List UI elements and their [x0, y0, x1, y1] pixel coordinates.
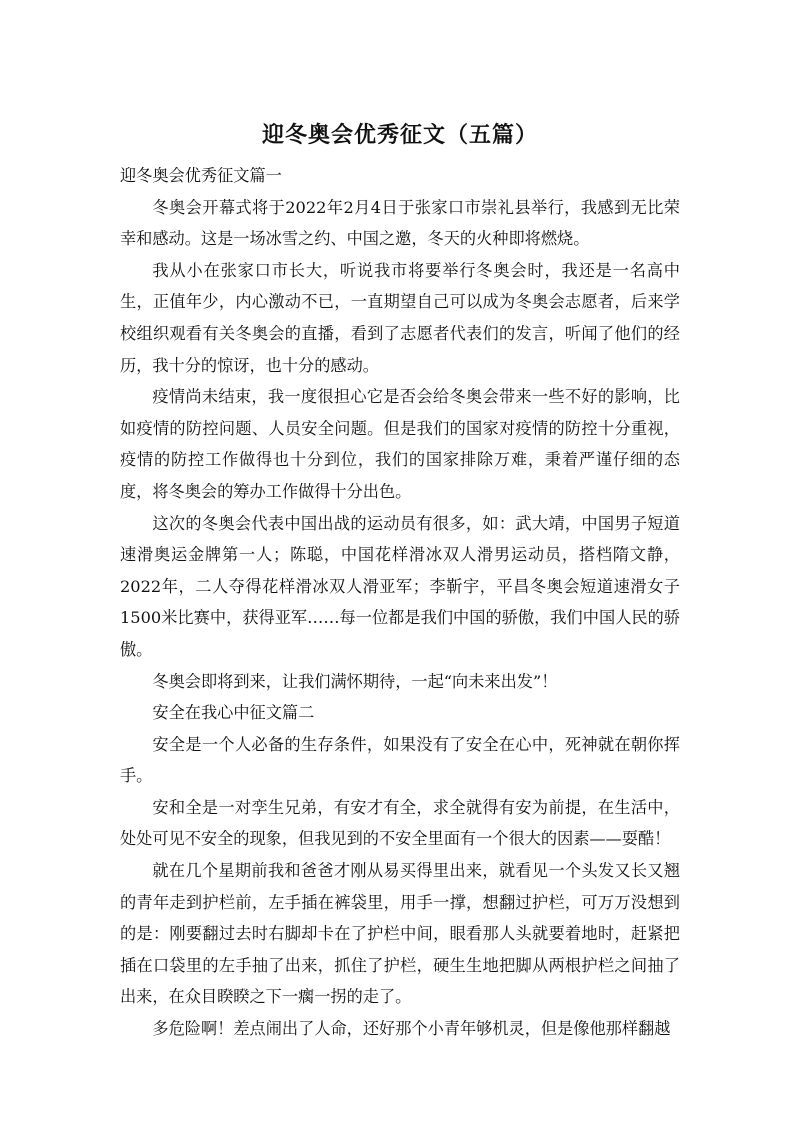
paragraph: 安全是一个人必备的生存条件，如果没有了安全在心中，死神就在朝你挥手。 — [120, 734, 680, 786]
paragraph: 冬奥会开幕式将于2022年2月4日于张家口市崇礼县举行，我感到无比荣幸和感动。这是一场冰雪之约、中国之邀，冬天的火种即将燃烧。 — [120, 197, 680, 249]
paragraph: 这次的冬奥会代表中国出战的运动员有很多，如：武大靖，中国男子短道速滑奥运金牌第一人；陈聪，中国花样滑冰双人滑男运动员，搭档隋文静，2022年，二人夺得花样滑冰双人滑亚军；李靳宇，平昌冬奥会短道速滑女子1500米比赛中，获得亚军……每一位都是我们中国的骄傲，我们中国人民的骄傲。 — [120, 513, 680, 659]
paragraph: 就在几个星期前我和爸爸才刚从易买得里出来，就看见一个头发又长又翘的青年走到护栏前，左手插在裤袋里，用手一撑，想翻过护栏，可万万没想到的是：刚要翻过去时右脚却卡在了护栏中间，眼看那人头就要着地时，赶紧把插在口袋里的左手抽了出来，抓住了护栏，硬生生地把脚从两根护栏之间抽了出来，在众目睽睽之下一瘸一拐的走了。 — [120, 861, 680, 1007]
document-body — [120, 160, 680, 1045]
section-heading-1: 迎冬奥会优秀征文篇一 — [120, 166, 282, 185]
section-heading-2: 安全在我心中征文篇二 — [152, 703, 315, 723]
paragraph: 疫情尚未结束，我一度很担心它是否会给冬奥会带来一些不好的影响，比如疫情的防控问题、人员安全问题。但是我们的国家对疫情的防控十分重视，疫情的防控工作做得也十分到位，我们的国家排除万难，秉着严谨仔细的态度，将冬奥会的筹办工作做得十分出色。 — [120, 387, 680, 501]
paragraph: 我从小在张家口市长大，听说我市将要举行冬奥会时，我还是一名高中生，正值年少，内心激动不已，一直期望自己可以成为冬奥会志愿者，后来学校组织观看有关冬奥会的直播，看到了志愿者代表们的发言，听闻了他们的经历，我十分的惊讶，也十分的感动。 — [120, 260, 680, 375]
paragraph: 安和全是一对孪生兄弟，有安才有全，求全就得有安为前提，在生活中，处处可见不安全的现象，但我见到的不安全里面有一个很大的因素——耍酷！ — [120, 797, 680, 849]
paragraph: 冬奥会即将到来，让我们满怀期待，一起“向未来出发”！ — [152, 671, 558, 691]
paragraph: 多危险啊！差点闹出了人命，还好那个小青年够机灵，但是像他那样翻越 — [152, 1019, 671, 1039]
document-title: 迎冬奥会优秀征文（五篇） — [261, 123, 538, 148]
